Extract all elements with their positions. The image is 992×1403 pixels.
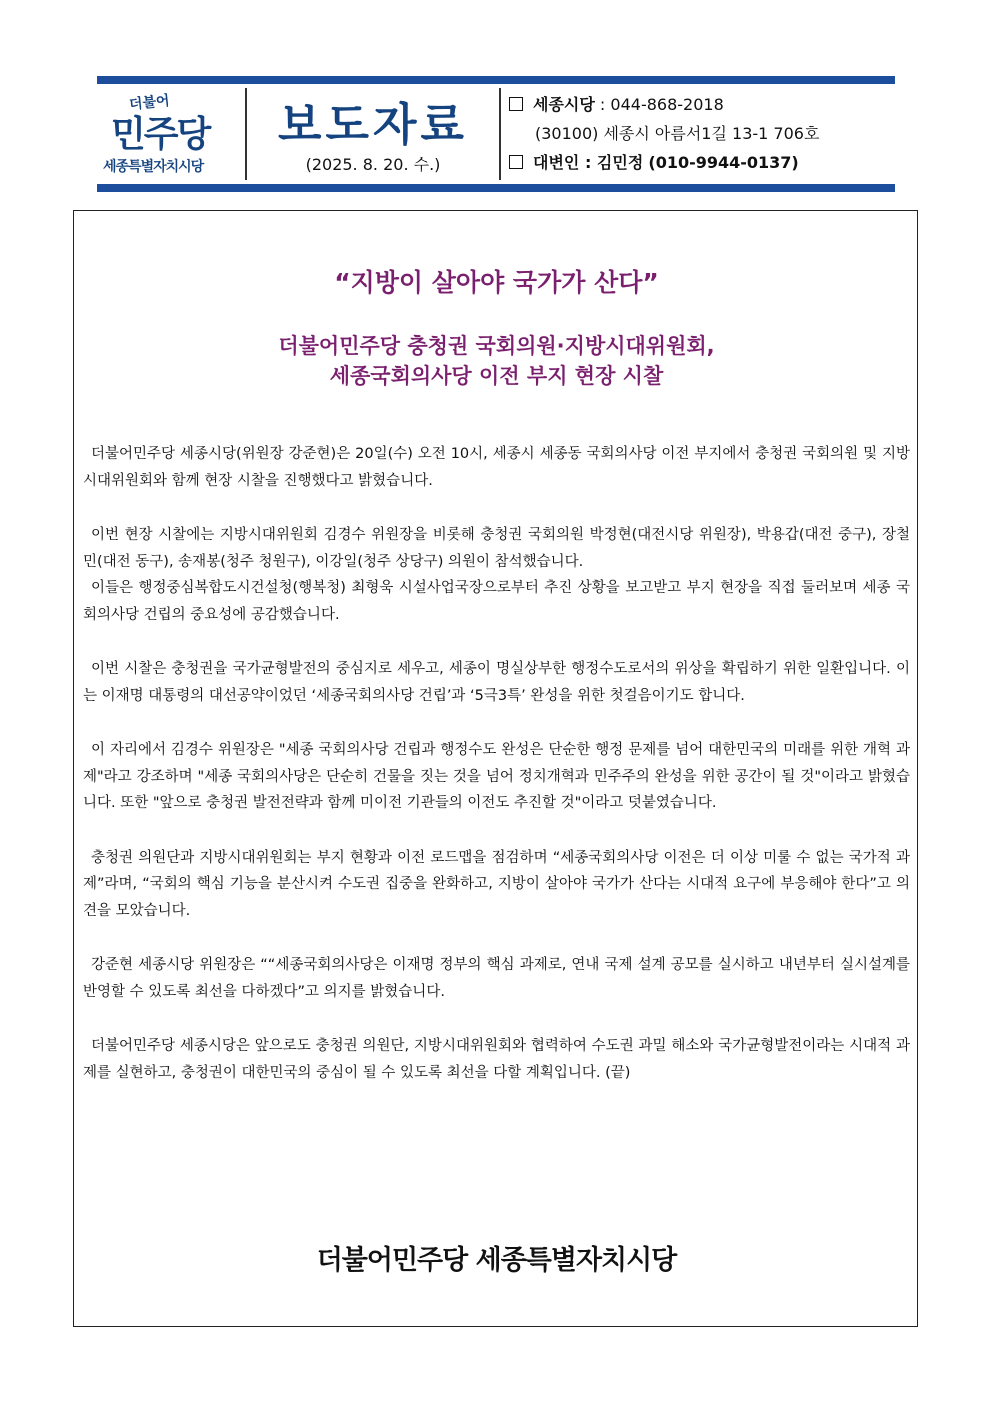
subheadline-line: 세종국회의사당 이전 부지 현장 시찰 (329, 364, 664, 388)
press-title: 보도자료 (278, 98, 468, 151)
paragraph: 이번 현장 시찰에는 지방시대위원회 김경수 위원장을 비롯해 충청권 국회의원 박정현(대전시당 위원장), 박용갑(대전 중구), 장철민(대전 동구), 송재봉(청주 청원구), 이강일(청주 상당구) 의원이 참석했습니다. (83, 527, 910, 570)
press-title-block (247, 88, 499, 180)
header-divider (499, 88, 501, 180)
paragraph: 이들은 행정중심복합도시건설청(행복청) 최형욱 시설사업국장으로부터 추진 상황을 보고받고 부지 현장을 직접 둘러보며 세종 국회의사당 건립의 중요성에 공감했습니다. (83, 580, 910, 623)
paragraph: 충청권 의원단과 지방시대위원회는 부지 현황과 이전 로드맵을 점검하며 “세종국회의사당 이전은 더 이상 미룰 수 없는 국가적 과제”라며, “국회의 핵심 기능을 분산시켜 수도권 집중을 완화하고, 지방이 살아야 국가가 산다는 시대적 요구에 부응해야 한다”고 의견을 모았습니다. (83, 849, 910, 919)
paragraph: 더불어민주당 세종시당은 앞으로도 충청권 의원단, 지방시대위원회와 협력하여 수도권 과밀 해소와 국가균형발전이라는 시대적 과제를 실현하고, 충청권이 대한민국의 중심이 될 수 있도록 최선을 다할 계획입니다. (끝) (83, 1038, 910, 1081)
office-label: 세종시당 (533, 95, 595, 114)
press-date: (2025. 8. 20. 수.) (305, 155, 441, 174)
spokesperson-label: 대변인 : 김민정 (533, 153, 644, 172)
subheadline-line: 더불어민주당 충청권 국회의원·지방시대위원회, (278, 334, 715, 358)
spokesperson-phone: (010-9944-0137) (648, 153, 799, 172)
article-box (73, 210, 918, 1327)
checkbox-square-icon (509, 155, 523, 169)
logo-main-text: 민주당 (111, 114, 210, 155)
header-bottom-bar (97, 184, 895, 192)
logo-small-text: 더불어 (128, 92, 171, 114)
paragraph: 이 자리에서 김경수 위원장은 "세종 국회의사당 건립과 행정수도 완성은 단순한 행정 문제를 넘어 대한민국의 미래를 위한 개혁 과제"라고 강조하며 "세종 국회의사당은 단순히 건물을 짓는 것을 넘어 정치개혁과 민주주의 완성을 위한 공간이 될 것"이라고 밝혔습니다. 또한 "앞으로 충청권 발전전략과 함께 미이전 기관들의 이전도 추진할 것"이라고 덧붙였습니다. (83, 742, 910, 811)
contact-office (509, 90, 895, 119)
paragraph: 더불어민주당 세종시당(위원장 강준현)은 20일(수) 오전 10시, 세종시 세종동 국회의사당 이전 부지에서 충청권 국회의원 및 지방시대위원회와 함께 현장 시찰을 진행했다고 밝혔습니다. (83, 446, 910, 489)
article-body (83, 441, 910, 1114)
contact-spokesperson (509, 148, 895, 177)
header-top-bar (97, 76, 895, 84)
contact-info (509, 90, 895, 177)
contact-address: (30100) 세종시 아름서1길 13-1 706호 (535, 124, 820, 143)
party-logo (97, 88, 245, 180)
footer-organization: 더불어민주당 세종특별자치시당 (316, 1245, 677, 1276)
paragraph: 이번 시찰은 충청권을 국가균형발전의 중심지로 세우고, 세종이 명실상부한 행정수도로서의 위상을 확립하기 위한 일환입니다. 이는 이재명 대통령의 대선공약이었던 ‘세종국회의사당 건립’과 ‘5극3특’ 완성을 위한 첫걸음이기도 합니다. (83, 661, 910, 704)
subheadline (74, 331, 919, 391)
paragraph: 강준현 세종시당 위원장은 ““세종국회의사당은 이재명 정부의 핵심 과제로, 연내 국제 설계 공모를 실시하고 내년부터 실시설계를 반영할 수 있도록 최선을 다하겠다”고 의지를 밝혔습니다. (83, 957, 910, 1000)
press-header (97, 76, 895, 192)
headline: “지방이 살아야 국가가 산다” (334, 268, 659, 297)
checkbox-square-icon (509, 97, 523, 111)
office-phone: : 044-868-2018 (599, 95, 724, 114)
logo-sub-text: 세종특별자치시당 (103, 159, 204, 175)
